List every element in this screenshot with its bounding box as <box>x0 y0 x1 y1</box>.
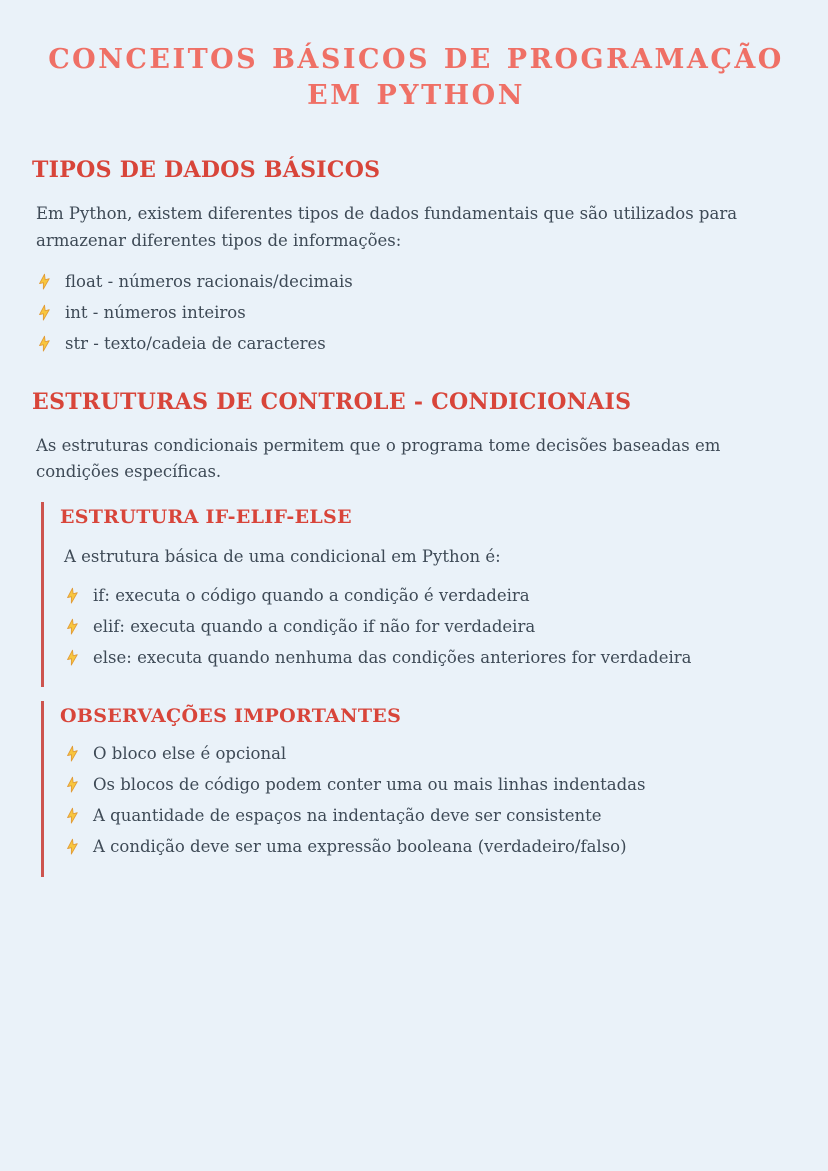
list-item <box>36 271 800 293</box>
list-item <box>36 302 800 324</box>
lightning-bolt-icon <box>36 334 53 353</box>
list-item <box>64 743 800 765</box>
section-paragraph: Em Python, existem diferentes tipos de dados fundamentais que são utilizados para armazenar diferentes tipos de informações: <box>36 204 738 250</box>
lightning-bolt-icon <box>36 272 53 291</box>
list-item <box>64 805 800 827</box>
lightning-bolt-icon <box>64 837 81 856</box>
lightning-bolt-icon <box>64 617 81 636</box>
subsection-paragraph: A estrutura básica de uma condicional em Python é: <box>64 546 501 566</box>
lightning-bolt-icon <box>64 775 81 794</box>
observacoes-list <box>60 743 800 858</box>
section-estruturas-de-controle <box>32 389 800 878</box>
list-item-text: str - texto/cadeia de caracteres <box>65 333 326 353</box>
subsection-heading-if-elif-else: ESTRUTURA IF-ELIF-ELSE <box>60 505 352 528</box>
subsection-heading-observacoes: OBSERVAÇÕES IMPORTANTES <box>60 705 402 728</box>
data-types-list <box>32 271 800 355</box>
section-paragraph: As estruturas condicionais permitem que o programa tome decisões baseadas em condições específicas. <box>36 435 721 482</box>
section-tipos-de-dados <box>32 157 800 354</box>
subsection-observacoes <box>41 701 800 877</box>
list-item-text: O bloco else é opcional <box>93 744 287 764</box>
list-item-text: else: executa quando nenhuma das condições anteriores for verdadeira <box>93 647 692 667</box>
page-title: CONCEITOS BÁSICOS DE PROGRAMAÇÃO EM PYTHON <box>48 44 784 111</box>
list-item-text: if: executa o código quando a condição é verdadeira <box>93 585 530 605</box>
section-heading-estruturas-de-controle: ESTRUTURAS DE CONTROLE - CONDICIONAIS <box>32 388 632 415</box>
list-item <box>64 616 800 638</box>
lightning-bolt-icon <box>64 744 81 763</box>
lightning-bolt-icon <box>64 586 81 605</box>
lightning-bolt-icon <box>64 648 81 667</box>
subsection-if-elif-else <box>41 502 800 688</box>
if-elif-else-list <box>60 585 800 669</box>
list-item <box>64 647 800 669</box>
list-item <box>36 333 800 355</box>
list-item <box>64 836 800 858</box>
lightning-bolt-icon <box>36 303 53 322</box>
list-item <box>64 585 800 607</box>
list-item-text: int - números inteiros <box>65 302 246 322</box>
list-item <box>64 774 800 796</box>
list-item-text: A condição deve ser uma expressão booleana (verdadeiro/falso) <box>93 837 627 857</box>
list-item-text: A quantidade de espaços na indentação deve ser consistente <box>93 806 602 826</box>
list-item-text: float - números racionais/decimais <box>65 271 353 291</box>
section-heading-tipos-de-dados: TIPOS DE DADOS BÁSICOS <box>32 157 381 184</box>
lightning-bolt-icon <box>64 806 81 825</box>
list-item-text: elif: executa quando a condição if não for verdadeira <box>93 616 536 636</box>
list-item-text: Os blocos de código podem conter uma ou mais linhas indentadas <box>93 775 646 795</box>
